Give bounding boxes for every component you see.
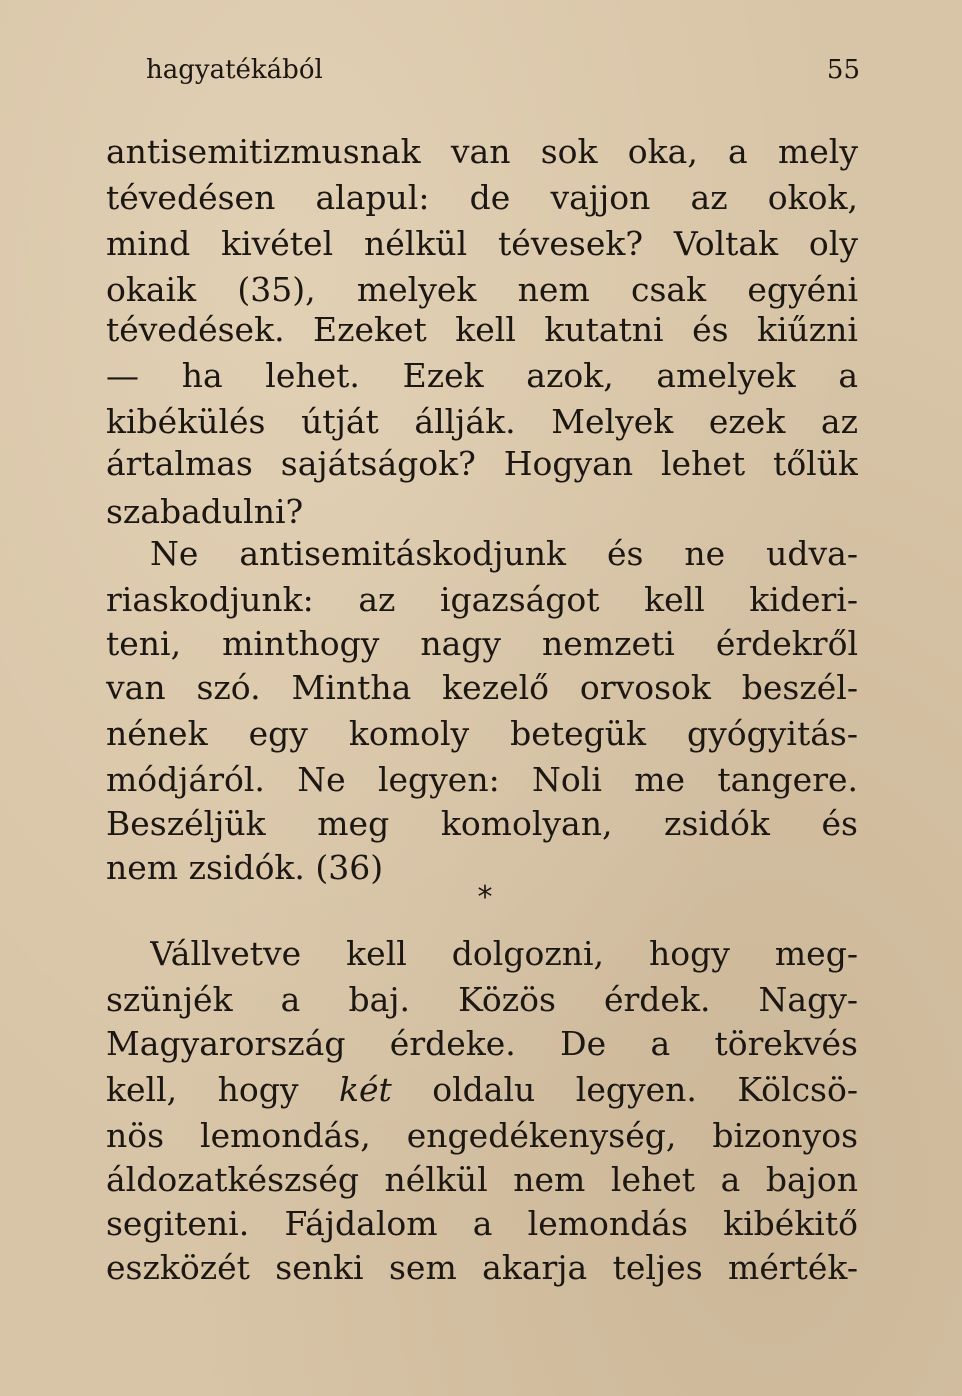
text-line-14: nének egy komoly betegük gyógyitás-: [106, 714, 858, 753]
text-line-19: szünjék a baj. Közös érdek. Nagy-: [106, 980, 858, 1019]
text-line-25: eszközét senki sem akarja teljes mérték-: [106, 1248, 858, 1287]
text-line-21: [106, 1066, 858, 1114]
text-line-24: segiteni. Fájdalom a lemondás kibékitő: [106, 1204, 858, 1243]
running-head: [146, 50, 860, 90]
running-title: hagyatékából: [146, 55, 323, 85]
text-line-8: ártalmas sajátságok? Hogyan lehet tőlük: [106, 444, 858, 483]
text-line-17: nem zsidók. (36): [106, 848, 384, 887]
text-line-15: módjáról. Ne legyen: Noli me tangere.: [106, 760, 858, 799]
text-line-13: van szó. Mintha kezelő orvosok beszél-: [106, 668, 858, 707]
page-number: 55: [826, 55, 860, 85]
text-line-6: — ha lehet. Ezek azok, amelyek a: [106, 356, 858, 395]
text-line-5: tévedések. Ezeket kell kutatni és kiűzni: [106, 310, 858, 349]
text-segment: kell, hogy: [106, 1070, 339, 1109]
text-line-4: okaik (35), melyek nem csak egyéni: [106, 270, 858, 309]
section-separator: [0, 878, 962, 918]
text-segment: oldalu legyen. Kölcsö-: [391, 1070, 858, 1109]
text-line-1: antisemitizmusnak van sok oka, a mely: [106, 132, 858, 171]
emphasis-text: két: [338, 1070, 392, 1109]
text-line-10: Ne antisemitáskodjunk és ne udva-: [150, 534, 858, 573]
text-line-18: Vállvetve kell dolgozni, hogy meg-: [150, 934, 858, 973]
text-line-16: Beszéljük meg komolyan, zsidók és: [106, 804, 858, 843]
asterisk-separator: *: [477, 880, 493, 915]
text-line-22: nös lemondás, engedékenység, bizonyos: [106, 1116, 858, 1155]
text-line-23: áldozatkészség nélkül nem lehet a bajon: [106, 1160, 858, 1199]
text-line-9: szabadulni?: [106, 492, 304, 531]
text-line-2: tévedésen alapul: de vajjon az okok,: [106, 178, 858, 217]
text-line-7: kibékülés útját állják. Melyek ezek az: [106, 402, 858, 441]
text-line-12: teni, minthogy nagy nemzeti érdekről: [106, 624, 858, 663]
text-line-3: mind kivétel nélkül tévesek? Voltak oly: [106, 224, 858, 263]
text-line-20: Magyarország érdeke. De a törekvés: [106, 1024, 858, 1063]
text-line-11: riaskodjunk: az igazságot kell kideri-: [106, 580, 858, 619]
